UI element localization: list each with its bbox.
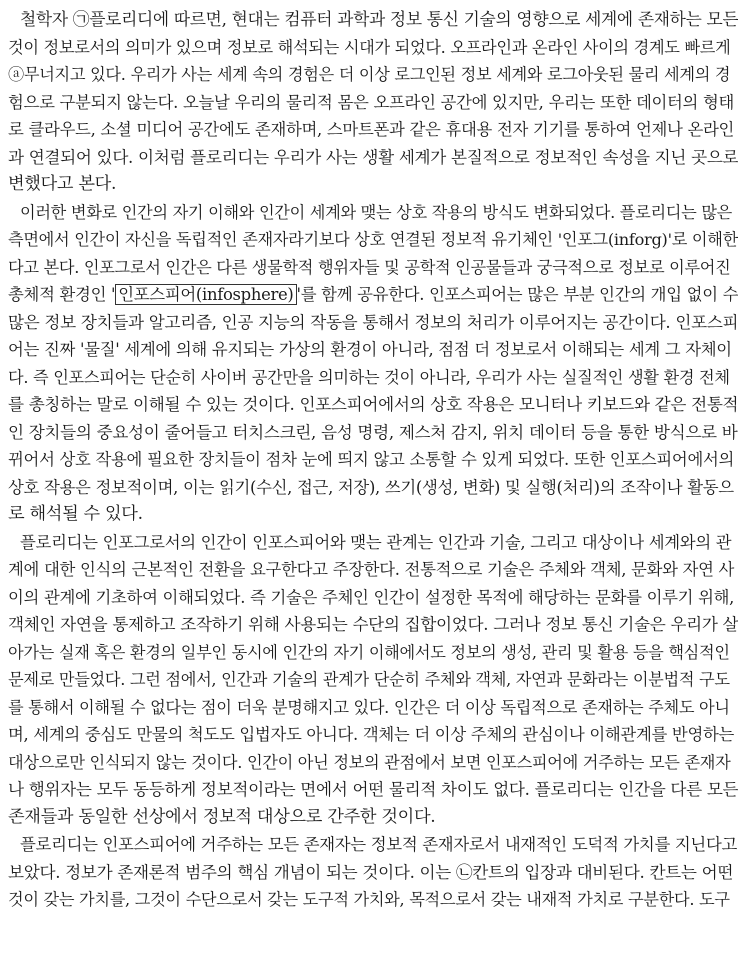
text-line: 존재들과 동일한 선상에서 정보적 대상으로 간주한 것이다. <box>8 806 436 827</box>
text-line: 험으로 구분되지 않는다. 오늘날 우리의 물리적 몸은 오프라인 공간에 있지만, 우리는 또한 데이터의 형태 <box>8 92 735 112</box>
text-line: 로 해석될 수 있다. <box>8 504 143 524</box>
text-line: 어는 진짜 '물질' 세계에 의해 유지되는 가상의 환경이 아니라, 점점 더 정보로서 이해되는 세계 그 자체이 <box>8 340 732 359</box>
text-line: 철학자 ㉠플로리디에 따르면, 현대는 컴퓨터 과학과 정보 통신 기술의 영향으로 세계에 존재하는 모든 <box>20 9 738 29</box>
text-line: ⓐ무너지고 있다. 우리가 사는 세계 속의 경험은 더 이상 로그인된 정보 세계와 로그아웃된 물리 세계의 경 <box>8 65 731 84</box>
text-line: 를 통해서 이해될 수 없다는 점이 더욱 분명해지고 있다. 인간은 더 이상 독립적으로 존재하는 주체도 아니 <box>8 697 730 717</box>
document-page <box>0 6 743 955</box>
text-line: 변했다고 본다. <box>8 174 117 194</box>
text-line: 대상으로만 인식되지 않는 것이다. 인간이 아닌 정보의 관점에서 보면 인포스피어에 거주하는 모든 존재자 <box>8 752 731 772</box>
text-line: 플로리디는 인포그로서의 인간이 인포스피어와 맺는 관계는 인간과 기술, 그리고 대상이나 세계와의 관 <box>20 532 732 552</box>
text-line: 많은 정보 장치들과 알고리즘, 인공 지능의 작동을 통해서 정보의 처리가 이루어지는 공간이다. 인포스피 <box>8 312 738 332</box>
text-segment: '를 함께 공유한다. 인포스피어는 많은 부분 인간의 개입 없이 수 <box>296 285 738 304</box>
text-line: 계에 대한 인식의 근본적인 전환을 요구한다고 주장한다. 전통적으로 기술은 주체와 객체, 문화와 자연 사 <box>8 560 735 579</box>
text-line: 다. 즉 인포스피어는 단순히 사이버 공간만을 의미하는 것이 아니라, 우리가 사는 실질적인 생활 환경 전체 <box>8 367 730 387</box>
text-line: 뀌어서 상호 작용에 필요한 장치들이 점차 눈에 띄지 않고 소통할 수 있게 되었다. 또한 인포스피어에서의 <box>8 450 735 469</box>
text-line: 를 총칭하는 말로 이해될 수 있는 것이다. 인포스피어에서의 상호 작용은 모니터나 키보드와 같은 전통적 <box>8 395 738 414</box>
boxed-term: 인포스피어(infosphere) <box>115 284 296 305</box>
text-line: 과 연결되어 있다. 이처럼 플로리디는 우리가 사는 생활 세계가 본질적으로 정보적인 속성을 지닌 곳으로 <box>8 147 738 167</box>
text-line: 보았다. 정보가 존재론적 범주의 핵심 개념이 되는 것이다. 이는 ㉡칸트의 입장과 대비된다. 칸트는 어떤 <box>8 862 734 882</box>
paragraph-4 <box>8 831 738 914</box>
paragraph-3 <box>8 529 738 832</box>
text-line: 인 장치들의 중요성이 줄어들고 터치스크린, 음성 명령, 제스처 감지, 위치 데이터 등을 통한 방식으로 바 <box>8 422 738 442</box>
text-line: 이러한 변화로 인간의 자기 이해와 인간이 세계와 맺는 상호 작용의 방식도 변화되었다. 플로리디는 많은 <box>20 202 732 222</box>
text-line: 아가는 실재 혹은 환경의 일부인 동시에 인간의 자기 이해에서도 정보의 생성, 관리 및 활용 등을 핵심적인 <box>8 642 730 662</box>
text-line: 로 클라우드, 소셜 미디어 공간에도 존재하며, 스마트폰과 같은 휴대용 전자 기기를 통하여 언제나 온라인 <box>8 120 735 139</box>
text-line: 측면에서 인간이 자신을 독립적인 존재자라기보다 상호 연결된 정보적 유기체인 '인포그(inforg)'로 이해한 <box>8 230 738 249</box>
text-line: 다고 본다. 인포그로서 인간은 다른 생물학적 행위자들 및 공학적 인공물들과 궁극적으로 정보로 이루어진 <box>8 257 731 277</box>
text-line: 객체인 자연을 통제하고 조작하기 위해 사용되는 수단의 집합이었다. 그러나 정보 통신 기술은 우리가 살 <box>8 615 738 634</box>
text-line: 이의 관계에 기초하여 이해되었다. 즉 기술은 주체인 인간이 설정한 목적에 해당하는 문화를 이루기 위해, <box>8 587 735 607</box>
text-line: 며, 세계의 중심도 만물의 척도도 입법자도 아니다. 객체는 더 이상 주체의 관심이나 이해관계를 반영하는 <box>8 725 735 744</box>
paragraph-1 <box>8 6 738 199</box>
text-line: 상호 작용은 정보적이며, 이는 읽기(수신, 접근, 저장), 쓰기(생성, 변화) 및 실행(처리)의 조작이나 활동으 <box>8 477 734 497</box>
text-line: 것이 갖는 가치를, 그것이 수단으로서 갖는 도구적 가치와, 목적으로서 갖는 내재적 가치로 구분한다. 도구 <box>8 890 730 909</box>
text-line <box>8 281 738 309</box>
text-line: 플로리디는 인포스피어에 거주하는 모든 존재자는 정보적 존재자로서 내재적인 도덕적 가치를 지닌다고 <box>20 835 738 854</box>
text-line: 나 행위자는 모두 동등하게 정보적이라는 면에서 어떤 물리적 차이도 없다. 플로리디는 인간을 다른 모든 <box>8 780 738 799</box>
text-segment: 총체적 환경인 ' <box>8 285 116 304</box>
text-line: 것이 정보로서의 의미가 있으며 정보로 해석되는 시대가 되었다. 오프라인과 온라인 사이의 경계도 빠르게 <box>8 37 731 57</box>
paragraph-2 <box>8 199 738 529</box>
text-line: 문제로 만들었다. 그런 점에서, 인간과 기술의 관계가 단순히 주체와 객체, 자연과 문화라는 이분법적 구도 <box>8 670 730 689</box>
